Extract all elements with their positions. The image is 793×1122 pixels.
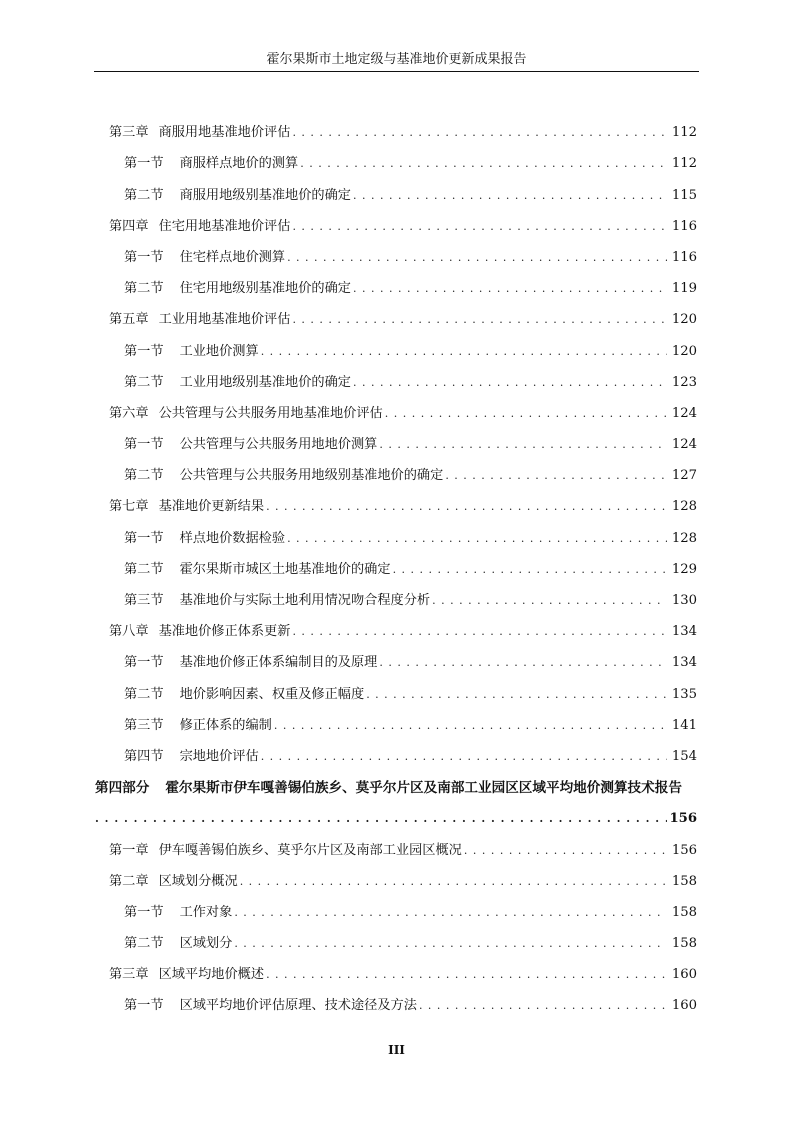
toc-dot-leader [385,405,667,423]
toc-dot-leader [353,374,667,392]
toc-entry-title: 商服用地级别基准地价的确定 [179,187,351,203]
toc-entry-number: 第一章 [109,842,149,858]
toc-entry-section[interactable] [0,142,793,173]
toc-dot-leader [300,155,667,173]
toc-entry-title: 住宅用地级别基准地价的确定 [179,281,351,297]
toc-entry-number: 第二章 [109,873,149,889]
toc-entry-title: 工业用地基准地价评估 [158,312,291,328]
toc-page-number: 156 [669,811,697,827]
toc-entry-section[interactable] [0,516,793,547]
toc-page-number: 124 [671,405,697,421]
toc-dot-leader [464,842,667,860]
toc-entry-label [124,280,351,298]
toc-entry-number: 第一节 [124,904,164,920]
toc-entry-number: 第四节 [124,748,164,764]
toc-entry-chapter[interactable] [0,111,793,142]
toc-entry-title: 区域划分概况 [158,873,238,889]
toc-dot-leader [261,748,667,766]
toc-entry-chapter[interactable] [0,828,793,859]
toc-page-number: 120 [671,343,697,359]
toc-page-number: 135 [671,686,697,702]
toc-page-number: 112 [671,156,697,172]
toc-dot-leader [287,249,667,267]
toc-entry-label [109,124,290,142]
toc-dot-leader [234,904,667,922]
toc-entry-title: 公共管理与公共服务用地级别基准地价的确定 [179,468,444,484]
toc-dot-leader [234,935,667,953]
toc-dot-leader [445,467,667,485]
toc-entry-number: 第二节 [124,374,164,390]
toc-entry-label [124,686,364,704]
toc-entry-title: 工业用地级别基准地价的确定 [179,374,351,390]
toc-entry-chapter[interactable] [0,610,793,641]
toc-dot-leader [379,654,667,672]
toc-entry-title: 区域划分 [179,936,233,952]
toc-entry-section[interactable] [0,548,793,579]
toc-entry-title: 基准地价修正体系更新 [158,624,291,640]
toc-dot-leader [379,436,667,454]
toc-entry-title: 样点地价数据检验 [179,530,286,546]
toc-entry-label [124,592,430,610]
toc-entry-section[interactable] [0,672,793,703]
toc-entry-title: 基准地价修正体系编制目的及原理 [179,655,378,671]
toc-entry-section[interactable] [0,984,793,1015]
toc-entry-section[interactable] [0,267,793,298]
toc-page-number: 158 [671,873,697,889]
toc-entry-label [124,467,443,485]
toc-entry-label [109,498,264,516]
toc-page-number: 160 [671,998,697,1014]
toc-dot-leader [261,343,667,361]
toc-dot-leader [292,623,667,641]
toc-entry-number: 第一节 [124,156,164,172]
toc-dot-leader [95,810,667,828]
toc-entry-part-cont[interactable] [0,797,793,828]
toc-entry-number: 第一节 [124,998,164,1014]
page-number: III [388,1043,405,1057]
toc-entry-section[interactable] [0,891,793,922]
toc-page-number: 127 [671,468,697,484]
toc-entry-label [124,343,259,361]
toc-page-number: 134 [671,624,697,640]
toc-dot-leader [432,592,667,610]
toc-entry-number: 第五章 [109,312,149,328]
toc-entry-label [124,374,351,392]
toc-dot-leader [419,997,667,1015]
toc-page-number: 128 [671,499,697,515]
toc-entry-title: 宗地地价评估 [179,748,259,764]
toc-entry-number: 第一节 [124,249,164,265]
toc-entry-number: 第八章 [109,624,149,640]
toc-page-number: 123 [671,374,697,390]
toc-entry-title: 公共管理与公共服务用地地价测算 [179,437,378,453]
toc-dot-leader [240,873,667,891]
toc-entry-number: 第二节 [124,561,164,577]
toc-page-number: 129 [671,561,697,577]
toc-entry-label [124,935,232,953]
toc-entry-section[interactable] [0,735,793,766]
toc-entry-section[interactable] [0,361,793,392]
toc-entry-title: 工作对象 [179,904,233,920]
toc-entry-label [124,436,377,454]
toc-entry-section[interactable] [0,922,793,953]
toc-page-number: 120 [671,312,697,328]
toc-entry-title: 区域平均地价评估原理、技术途径及方法 [179,998,417,1014]
toc-entry-number: 第二节 [124,468,164,484]
toc-entry-label [124,904,232,922]
toc-entry-title: 住宅样点地价测算 [179,249,286,265]
toc-entry-title: 公共管理与公共服务用地基准地价评估 [158,405,383,421]
toc-page-number: 154 [671,748,697,764]
toc-entry-label [109,873,238,891]
toc-dot-leader [292,218,667,236]
toc-entry-chapter[interactable] [0,953,793,984]
toc-entry-section[interactable] [0,173,793,204]
toc-page-number: 158 [671,904,697,920]
toc-entry-label [124,155,298,173]
toc-page-number: 130 [671,593,697,608]
toc-entry-label [109,966,264,984]
toc-entry-section[interactable] [0,423,793,454]
toc-page-number: 124 [671,437,697,453]
toc-entry-section[interactable] [0,454,793,485]
toc-entry-number: 第二节 [124,936,164,952]
toc-entry-part[interactable] [0,766,793,797]
toc-page-number: 134 [671,655,697,671]
toc-entry-label [109,623,290,641]
toc-entry-number: 第一节 [124,343,164,359]
toc-entry-number: 第六章 [109,405,149,421]
toc-page-number: 116 [671,249,697,265]
toc-entry-section[interactable] [0,329,793,360]
toc-page-number: 128 [671,530,697,546]
toc-entry-chapter[interactable] [0,485,793,516]
toc-entry-label [124,717,272,735]
toc-entry-title: 霍尔果斯市伊车嘎善锡伯族乡、莫乎尔片区及南部工业园区区域平均地价测算技术报告 [165,780,682,797]
toc-page-number: 158 [671,936,697,952]
toc-entry-label [124,748,259,766]
toc-entry-chapter[interactable] [0,860,793,891]
toc-page-number: 156 [671,842,697,858]
toc-entry-label [109,842,462,860]
toc-page-number: 116 [671,218,697,234]
toc-entry-label [124,561,391,579]
toc-dot-leader [353,187,667,205]
toc-entry-title: 修正体系的编制 [179,717,272,733]
toc-page-number: 119 [671,281,697,297]
toc-entry-chapter[interactable] [0,205,793,236]
toc-entry-chapter[interactable] [0,392,793,423]
toc-entry-number: 第三节 [124,717,164,733]
toc-entry-number: 第四部分 [95,780,150,797]
header-rule [94,71,699,72]
toc-dot-leader [266,498,667,516]
toc-page-number: 112 [671,125,697,141]
toc-entry-number: 第二节 [124,281,164,297]
page-header: 霍尔果斯市土地定级与基准地价更新成果报告 [266,52,527,67]
toc-entry-number: 第三节 [124,593,164,608]
toc-entry-number: 第二节 [124,686,164,702]
toc-dot-leader [292,311,667,329]
toc-entry-title: 区域平均地价概述 [158,967,265,983]
table-of-contents [0,111,793,1015]
toc-entry-number: 第一节 [124,437,164,453]
toc-entry-title: 基准地价与实际土地利用情况吻合程度分析 [179,593,431,608]
toc-page-number: 160 [671,967,697,983]
toc-entry-title: 工业地价测算 [179,343,259,359]
toc-entry-title: 商服样点地价的测算 [179,156,299,172]
toc-entry-section[interactable] [0,236,793,267]
toc-entry-label [124,997,417,1015]
toc-entry-number: 第七章 [109,499,149,515]
toc-dot-leader [266,966,667,984]
toc-entry-title: 地价影响因素、权重及修正幅度 [179,686,365,702]
toc-entry-label [95,779,682,797]
toc-dot-leader [274,717,667,735]
toc-entry-label [109,218,290,236]
toc-entry-number: 第二节 [124,187,164,203]
toc-page-number: 141 [671,717,697,733]
toc-entry-number: 第一节 [124,530,164,546]
toc-entry-label [124,654,377,672]
toc-entry-number: 第四章 [109,218,149,234]
toc-dot-leader [287,530,667,548]
toc-entry-section[interactable] [0,579,793,610]
toc-entry-label [124,530,285,548]
toc-dot-leader [353,280,667,298]
toc-entry-section[interactable] [0,641,793,672]
toc-entry-number: 第三章 [109,967,149,983]
toc-entry-label [124,187,351,205]
toc-entry-number: 第一节 [124,655,164,671]
toc-entry-title: 住宅用地基准地价评估 [158,218,291,234]
toc-entry-section[interactable] [0,704,793,735]
toc-entry-title: 霍尔果斯市城区土地基准地价的确定 [179,561,391,577]
toc-page-number: 115 [671,187,697,203]
toc-entry-title: 商服用地基准地价评估 [158,125,291,141]
toc-entry-label [124,249,285,267]
toc-entry-title: 基准地价更新结果 [158,499,265,515]
toc-dot-leader [292,124,667,142]
toc-entry-chapter[interactable] [0,298,793,329]
toc-entry-title: 伊车嘎善锡伯族乡、莫乎尔片区及南部工业园区概况 [158,842,462,858]
toc-entry-label [109,311,290,329]
toc-entry-number: 第三章 [109,125,149,141]
toc-dot-leader [393,561,667,579]
toc-entry-label [109,405,383,423]
toc-dot-leader [366,686,667,704]
